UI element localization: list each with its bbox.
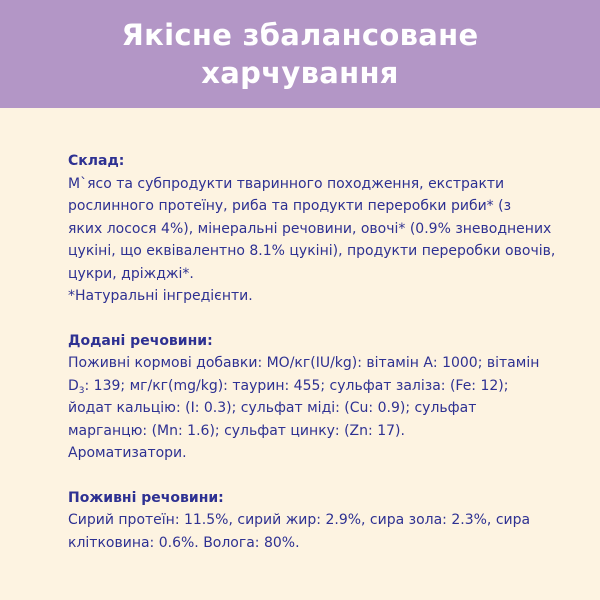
composition-line: цукри, дріжджі*. xyxy=(68,265,194,282)
header-banner xyxy=(0,0,600,108)
composition-line: М`ясо та субпродукти тваринного походження, екстракти xyxy=(68,175,505,192)
vitamin-d-subscript: 3 xyxy=(78,385,85,396)
composition-line: цукіні, що еквівалентно 8.1% цукіні), продукти переробки овочів, xyxy=(68,243,556,259)
content-body xyxy=(68,150,568,576)
additives-section xyxy=(68,330,568,465)
flavourings-line: Ароматизатори. xyxy=(68,445,187,461)
additives-heading: Додані речовини: xyxy=(68,332,213,349)
composition-line: рослинного протеїну, риба та продукти переробки риби* (з xyxy=(68,198,512,214)
nutrients-line: клітковина: 0.6%. Волога: 80%. xyxy=(68,534,300,551)
page-title-line-1: Якісне збалансоване xyxy=(121,18,479,52)
vitamin-d-letter: D xyxy=(68,377,79,394)
composition-heading: Склад: xyxy=(68,153,125,169)
nutrients-section xyxy=(68,487,568,555)
additives-line-rest: : 139; мг/кг(mg/kg): таурин: 455; сульфат заліза: (Fe: 12); xyxy=(84,377,509,394)
additives-line: йодат кальцію: (I: 0.3); сульфат міді: (Cu: 0.9); сульфат xyxy=(68,400,477,416)
additives-line-vitamin-d3 xyxy=(68,375,568,398)
page-title-line-2: харчування xyxy=(201,56,399,90)
additives-line: Поживні кормові добавки: МО/кг(IU/kg): вітамін А: 1000; вітамін xyxy=(68,355,540,371)
additives-line: марганцю: (Mn: 1.6); сульфат цинку: (Zn: 17). xyxy=(68,422,405,439)
composition-section xyxy=(68,150,568,308)
composition-line: яких лосося 4%), мінеральні речовини, овочі* (0.9% зневоднених xyxy=(68,220,552,237)
natural-ingredients-note: *Натуральні інгредієнти. xyxy=(68,288,253,304)
nutrients-line: Сирий протеїн: 11.5%, сирий жир: 2.9%, сира зола: 2.3%, сира xyxy=(68,512,531,528)
nutrients-heading: Поживні речовини: xyxy=(68,489,224,506)
